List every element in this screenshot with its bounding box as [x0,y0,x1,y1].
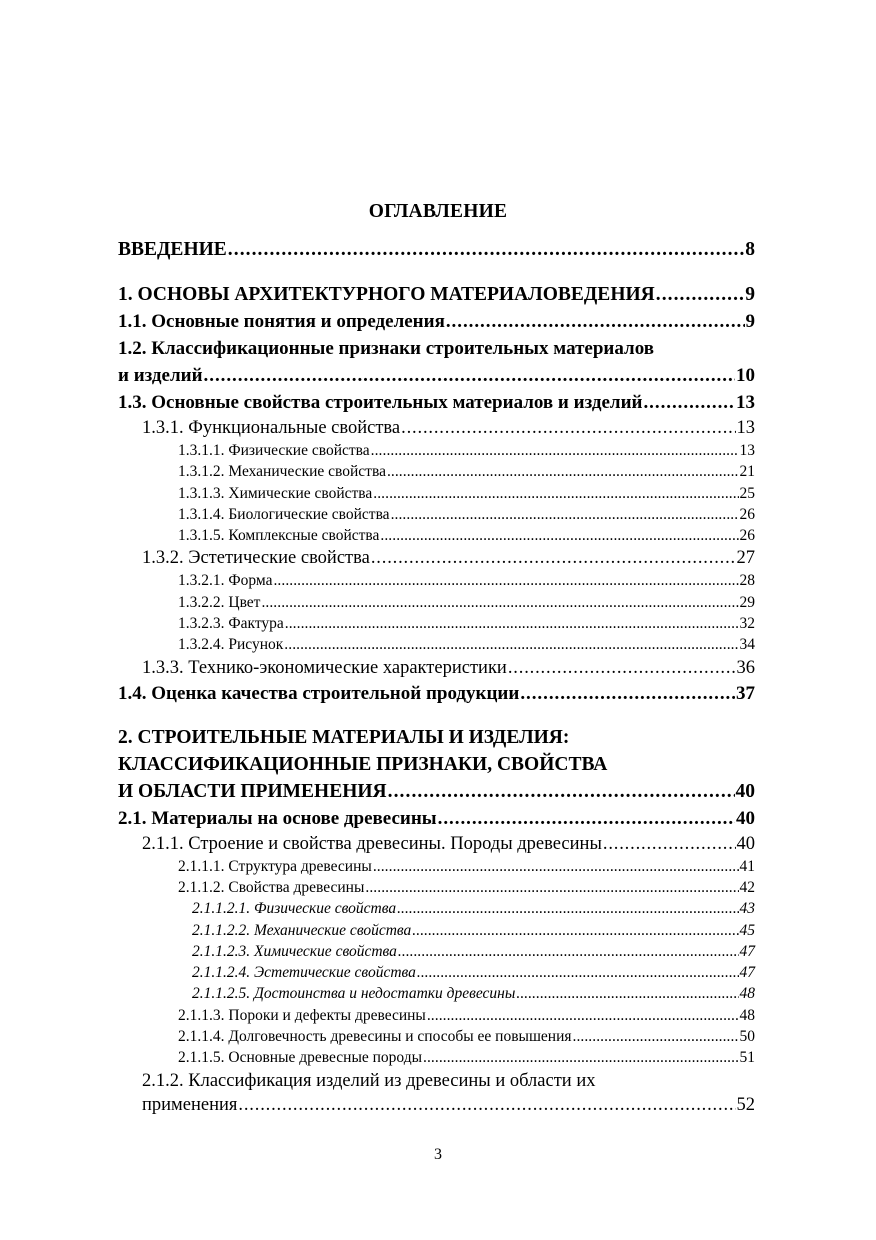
toc-entry-page: 13 [739,442,755,459]
toc-entry-page: 8 [745,239,755,260]
toc-entry-title: 1.3.2.4. Рисунок [178,636,284,654]
toc-entry-page: 10 [736,365,755,386]
dot-leader [508,656,736,680]
toc-entry-2-1-1-1[interactable] [118,856,755,877]
toc-entry-1-3-1-1[interactable] [118,440,755,461]
toc-entry-page: 47 [739,964,755,982]
toc-entry-title: 2.1.1.2.3. Химические свойства [192,942,397,960]
toc-entry-title: 1. ОСНОВЫ АРХИТЕКТУРНОГО МАТЕРИАЛОВЕДЕНИЯ [118,284,655,305]
toc-entry-page: 48 [739,1006,755,1024]
toc-entry-title: 2.1.1.2. Свойства древесины [178,878,365,896]
toc-entry-title: 1.3.1.4. Биологические свойства [178,505,390,523]
toc-entry-title: 1.1. Основные понятия и определения [118,311,445,332]
toc-entry-title: 2.1.1.2.4. Эстетические свойства [192,964,416,982]
dot-leader [573,1026,739,1047]
toc-entry-1-3-1-2[interactable] [118,461,755,482]
dot-leader [373,856,739,877]
toc-entry-page: 9 [745,284,755,305]
toc-entry-introduction[interactable] [118,236,755,263]
dot-leader [391,504,739,525]
toc-entry-title: И ОБЛАСТИ ПРИМЕНЕНИЯ [118,780,387,802]
dot-leader [284,634,738,655]
toc-entry-page: 26 [739,527,755,545]
toc-entry-title: 2.1.1.4. Долговечность древесины и способы ее повышения [178,1028,572,1046]
toc-entry-2-1-1-2-5[interactable] [118,983,755,1004]
toc-entry-1-1[interactable] [118,308,755,335]
toc-entry-page: 28 [739,572,755,590]
toc-entry-title: 2.1.1.2.5. Достоинства и недостатки древесины [192,985,516,1003]
toc-entry-1-2-line1[interactable]: 1.2. Классификационные признаки строительных материалов [118,338,654,359]
toc-entry-title: ВВЕДЕНИЕ [118,239,227,260]
dot-leader [417,962,739,983]
dot-leader [273,570,738,591]
toc-entry-1-3-1[interactable] [118,416,755,440]
toc-entry-2-1[interactable] [118,805,755,832]
dot-leader [397,898,738,919]
toc-entry-title: 1.3.1.3. Химические свойства [178,484,373,502]
dot-leader [516,983,738,1004]
toc-entry-page: 41 [739,857,755,875]
dot-leader [204,362,735,389]
toc-entry-title: 1.4. Оценка качества строительной продукции [118,682,520,704]
toc-entry-page: 32 [739,615,755,633]
toc-entry-title: 1.3.2.2. Цвет [178,593,261,611]
toc-entry-title: 1.3.1.1. Физические свойства [178,442,370,459]
toc-entry-page: 21 [739,463,755,481]
toc-entry-2-1-1[interactable] [118,832,755,856]
toc-entry-title: 2.1.1.1. Структура древесины [178,857,372,875]
toc-entry-1-3-1-3[interactable] [118,483,755,504]
dot-leader [380,525,738,546]
toc-entry-page: 26 [739,505,755,523]
toc-title: ОГЛАВЛЕНИЕ [368,201,508,222]
toc-entry-1-3-2-1[interactable] [118,570,755,591]
page-number: 3 [434,1146,442,1163]
toc-entry-1-3-1-4[interactable] [118,504,755,525]
toc-entry-page: 52 [736,1094,755,1115]
dot-leader [643,389,735,416]
toc-entry-page: 45 [739,921,755,939]
toc-entry-page: 36 [736,657,755,678]
toc-entry-chapter-2[interactable] [118,778,755,805]
table-of-contents [118,236,755,1117]
toc-entry-1-2[interactable] [118,362,755,389]
toc-entry-1-3-2[interactable] [118,546,755,570]
dot-leader [387,461,739,482]
toc-entry-title: 2.1.1. Строение и свойства древесины. Породы древесины [142,833,602,854]
dot-leader [388,778,735,805]
toc-entry-title: 1.3.1.2. Механические свойства [178,463,386,481]
toc-entry-title: 1.3.3. Технико-экономические характеристики [142,657,507,678]
dot-leader [238,1093,735,1117]
toc-entry-1-3[interactable] [118,389,755,416]
dot-leader [412,920,738,941]
dot-leader [423,1047,738,1068]
dot-leader [365,877,738,898]
dot-leader [520,680,735,707]
toc-entry-title: 1.3. Основные свойства строительных материалов и изделий [118,392,643,413]
toc-entry-1-3-2-4[interactable] [118,634,755,655]
toc-entry-page: 27 [736,548,755,569]
toc-entry-page: 13 [736,418,755,438]
toc-entry-page: 51 [739,1049,755,1067]
toc-entry-2-1-1-2-4[interactable] [118,962,755,983]
toc-entry-2-1-1-3[interactable] [118,1005,755,1026]
dot-leader [427,1005,739,1026]
toc-entry-title: 2.1.1.2.2. Механические свойства [192,921,412,939]
toc-entry-2-1-1-2[interactable] [118,877,755,898]
dot-leader [603,832,736,856]
toc-entry-2-1-1-2-2[interactable] [118,920,755,941]
toc-entry-page: 29 [739,593,755,611]
dot-leader [438,805,735,832]
toc-entry-1-4[interactable] [118,680,755,707]
toc-entry-2-1-1-4[interactable] [118,1026,755,1047]
toc-entry-chapter-2-line1[interactable]: 2. СТРОИТЕЛЬНЫЕ МАТЕРИАЛЫ И ИЗДЕЛИЯ: [118,726,570,748]
toc-entry-1-3-1-5[interactable] [118,525,755,546]
toc-entry-title: 1.3.2. Эстетические свойства [142,548,370,569]
toc-entry-1-3-3[interactable] [118,656,755,680]
toc-entry-page: 40 [735,780,755,802]
toc-entry-title: 2.1.1.3. Пороки и дефекты древесины [178,1006,426,1024]
dot-leader [228,236,744,263]
toc-entry-page: 13 [736,392,755,413]
toc-entry-title: применения [142,1094,238,1115]
toc-entry-title: 1.3.1. Функциональные свойства [142,418,401,438]
toc-entry-title: 2.1.1.5. Основные древесные породы [178,1049,423,1067]
toc-entry-title: 2.1.1.2.1. Физические свойства [192,900,397,918]
dot-leader [261,592,738,613]
toc-entry-title: и изделий [118,365,203,386]
toc-entry-chapter-1[interactable] [118,281,755,308]
toc-entry-page: 34 [739,636,755,654]
toc-entry-2-1-1-2-3[interactable] [118,941,755,962]
toc-entry-title: 1.3.1.5. Комплексные свойства [178,527,380,545]
dot-leader [401,416,735,440]
toc-entry-2-1-2[interactable] [118,1093,755,1117]
toc-entry-title: 1.3.2.1. Форма [178,572,273,590]
dot-leader [285,613,739,634]
dot-leader [373,483,738,504]
dot-leader [656,281,745,308]
toc-entry-page: 40 [736,833,755,854]
toc-entry-page: 37 [736,682,755,704]
toc-entry-page: 25 [739,484,755,502]
toc-entry-title: 2.1. Материалы на основе древесины [118,807,437,829]
toc-entry-page: 40 [736,807,755,829]
dot-leader [446,308,745,335]
dot-leader [398,941,739,962]
toc-entry-page: 50 [739,1028,755,1046]
dot-leader [371,440,739,461]
toc-entry-1-3-2-3[interactable] [118,613,755,634]
toc-entry-2-1-1-2-1[interactable] [118,898,755,919]
toc-entry-title: 1.3.2.3. Фактура [178,615,284,633]
dot-leader [371,546,736,570]
toc-entry-page: 48 [739,985,755,1003]
toc-entry-page: 47 [739,942,755,960]
toc-entry-1-3-2-2[interactable] [118,592,755,613]
toc-entry-2-1-2-line1[interactable]: 2.1.2. Классификация изделий из древесины и области их [142,1070,596,1091]
toc-entry-page: 9 [745,311,755,332]
toc-entry-2-1-1-5[interactable] [118,1047,755,1068]
toc-entry-chapter-2-line2[interactable]: КЛАССИФИКАЦИОННЫЕ ПРИЗНАКИ, СВОЙСТВА [118,753,608,775]
toc-entry-page: 42 [739,878,755,896]
toc-entry-page: 43 [739,900,755,918]
